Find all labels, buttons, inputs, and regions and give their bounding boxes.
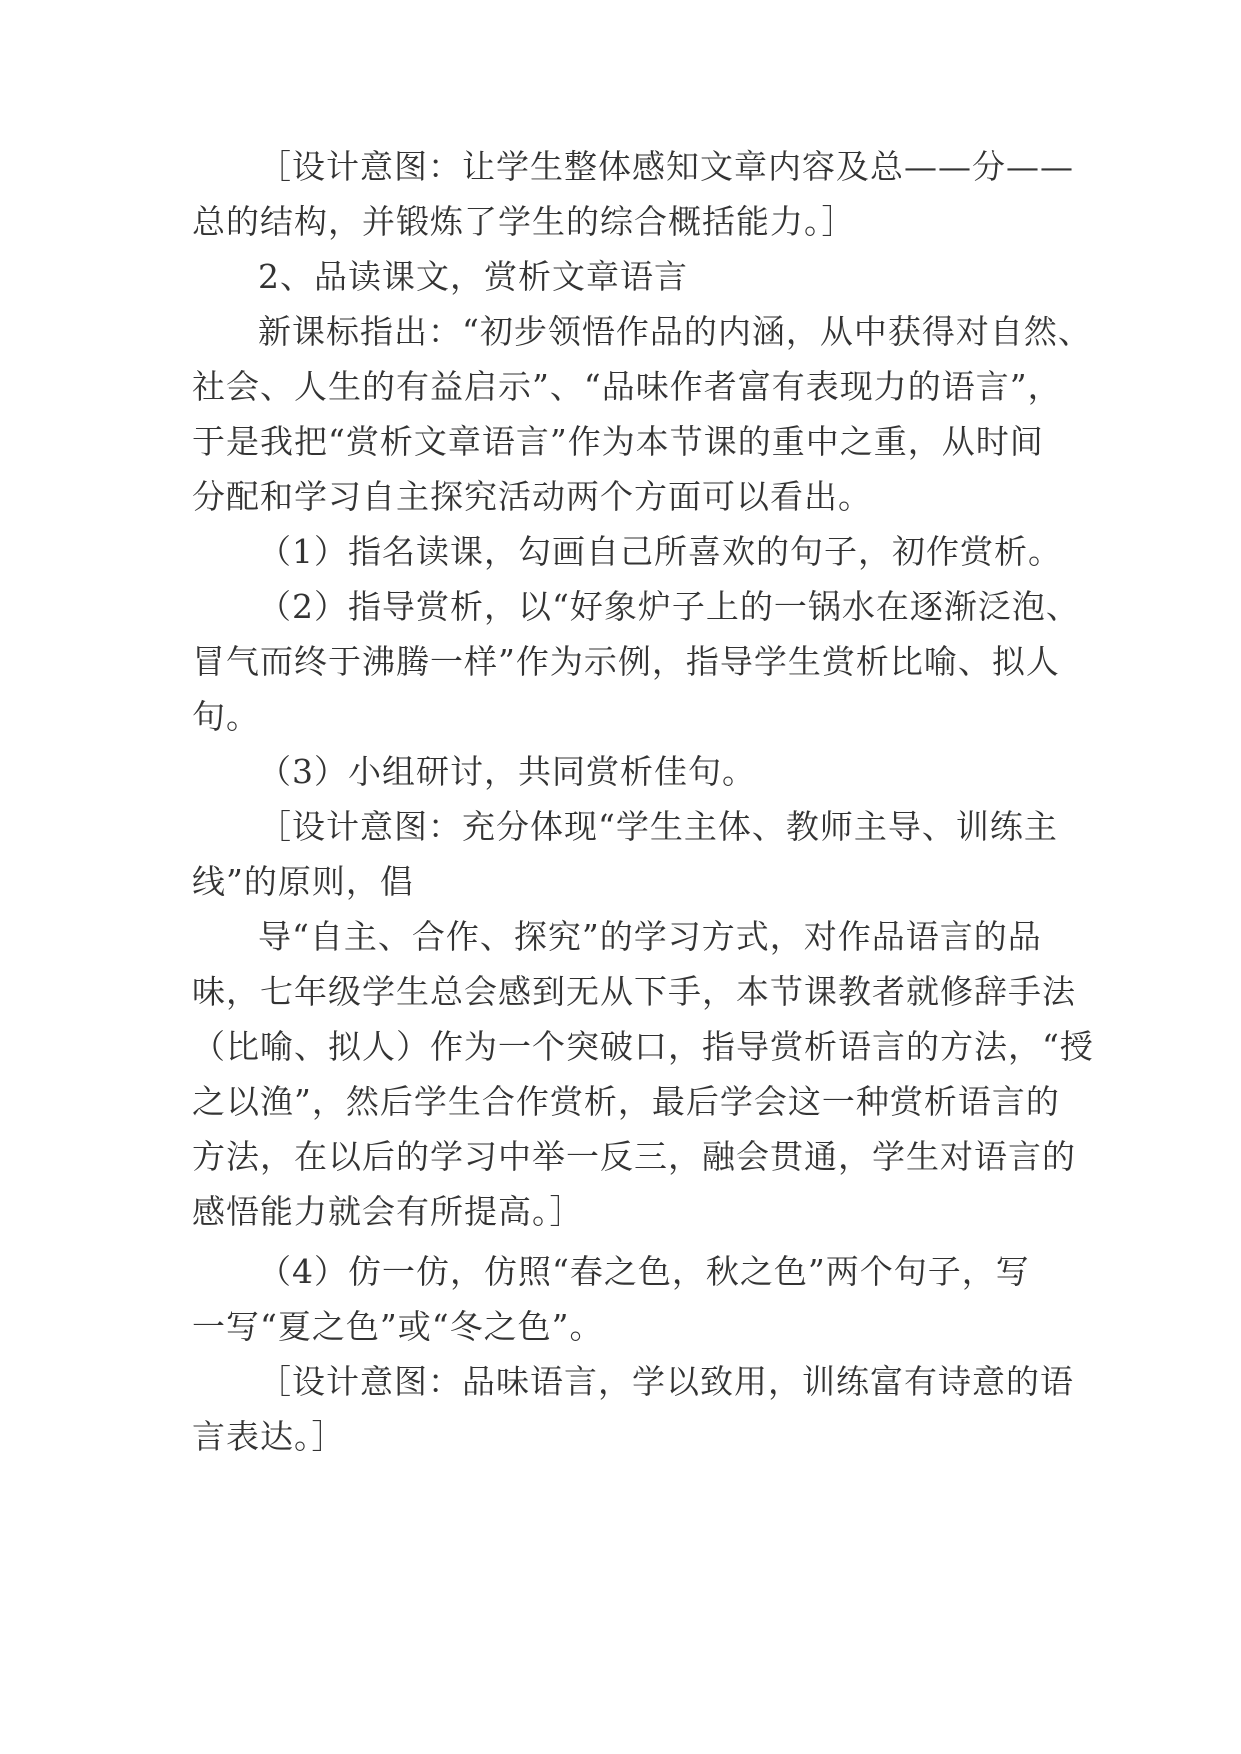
list-item: （1）指名读课，勾画自己所喜欢的句子，初作赏析。: [258, 532, 1062, 571]
paragraph-line: 新课标指出：“初步领悟作品的内涵，从中获得对自然、: [258, 312, 1092, 351]
section-heading: 2、品读课文，赏析文章语言: [258, 257, 688, 296]
paragraph-line: 总的结构，并锻炼了学生的综合概括能力。］: [192, 202, 856, 241]
paragraph-line: 一写“夏之色”或“冬之色”。: [192, 1307, 604, 1346]
paragraph-line: 句。: [192, 697, 260, 736]
paragraph-line: 言表达。］: [192, 1417, 346, 1456]
paragraph-line: ［设计意图：让学生整体感知文章内容及总——分——: [258, 147, 1074, 186]
paragraph-line: 方法，在以后的学习中举一反三，融会贯通，学生对语言的: [192, 1137, 1076, 1176]
paragraph-line: ［设计意图：品味语言，学以致用，训练富有诗意的语: [258, 1362, 1074, 1401]
paragraph-line: 冒气而终于沸腾一样”作为示例，指导学生赏析比喻、拟人: [192, 642, 1060, 681]
list-item: （4）仿一仿，仿照“春之色，秋之色”两个句子，写: [258, 1252, 1030, 1291]
paragraph-line: ［设计意图：充分体现“学生主体、教师主导、训练主: [258, 807, 1058, 846]
paragraph-line: 导“自主、合作、探究”的学习方式，对作品语言的品: [258, 917, 1042, 956]
paragraph-line: 味，七年级学生总会感到无从下手，本节课教者就修辞手法: [192, 972, 1076, 1011]
paragraph-line: 感悟能力就会有所提高。］: [192, 1192, 584, 1231]
list-item: （2）指导赏析，以“好象炉子上的一锅水在逐渐泛泡、: [258, 587, 1080, 626]
paragraph-line: （比喻、拟人）作为一个突破口，指导赏析语言的方法，“授: [192, 1027, 1094, 1066]
paragraph-line: 于是我把“赏析文章语言”作为本节课的重中之重，从时间: [192, 422, 1044, 461]
paragraph-line: 线”的原则，倡: [192, 862, 414, 901]
paragraph-line: 之以渔”，然后学生合作赏析，最后学会这一种赏析语言的: [192, 1082, 1060, 1121]
list-item: （3）小组研讨，共同赏析佳句。: [258, 752, 756, 791]
paragraph-line: 分配和学习自主探究活动两个方面可以看出。: [192, 477, 872, 516]
paragraph-line: 社会、人生的有益启示”、“品味作者富有表现力的语言”，: [192, 367, 1062, 406]
